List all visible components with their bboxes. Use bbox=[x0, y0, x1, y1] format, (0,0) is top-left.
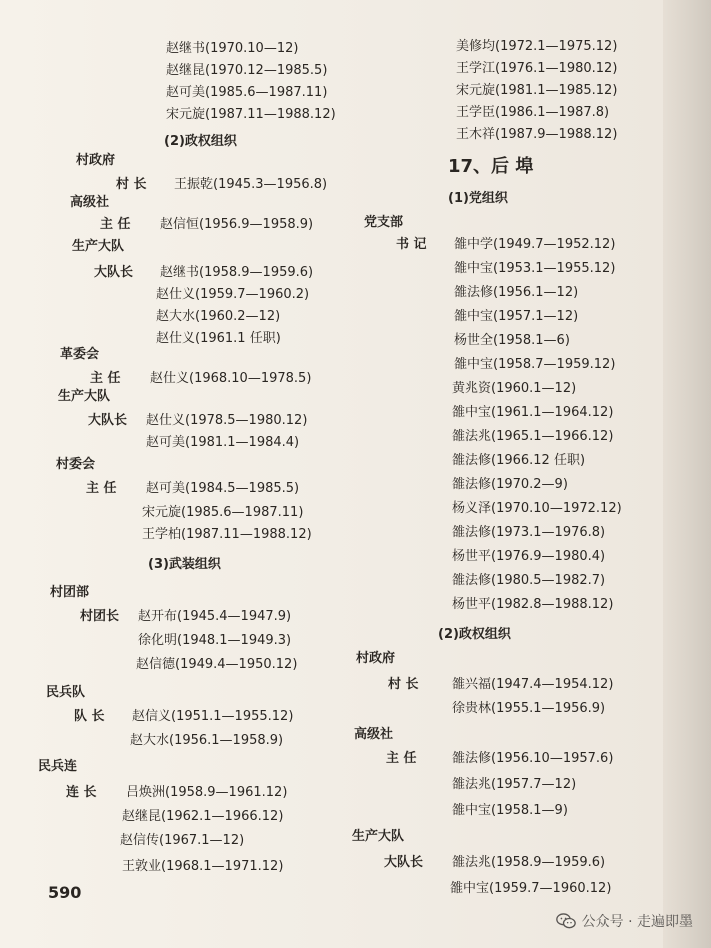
left-line: 赵可美(1981.1—1984.4) bbox=[146, 435, 300, 450]
left-line: 赵继书(1970.10—12) bbox=[166, 41, 299, 56]
right-line: 雒法修(1966.12 任职) bbox=[452, 453, 586, 468]
right-line: 党支部 bbox=[364, 215, 404, 230]
left-line: 连 长 bbox=[66, 785, 97, 800]
left-line: 赵信恒(1956.9—1958.9) bbox=[160, 217, 314, 232]
left-line: 王学柏(1987.11—1988.12) bbox=[142, 527, 312, 542]
left-line: 赵可美(1985.6—1987.11) bbox=[166, 85, 328, 100]
right-line: 雒法修(1956.1—12) bbox=[454, 285, 579, 300]
right-line: 杨世平(1982.8—1988.12) bbox=[452, 597, 614, 612]
watermark-text: 公众号 · 走遍即墨 bbox=[581, 914, 693, 930]
left-line: 赵大水(1956.1—1958.9) bbox=[130, 733, 284, 748]
left-line: 大队长 bbox=[94, 265, 134, 280]
right-line: 王学臣(1986.1—1987.8) bbox=[456, 105, 610, 120]
left-line: 宋元旋(1985.6—1987.11) bbox=[142, 505, 304, 520]
left-line: 赵开布(1945.4—1947.9) bbox=[138, 609, 292, 624]
left-line: 赵仕义(1961.1 任职) bbox=[156, 331, 281, 346]
left-line: 王敦业(1968.1—1971.12) bbox=[122, 859, 284, 874]
left-line: 村团部 bbox=[50, 585, 90, 600]
right-line: 杨义泽(1970.10—1972.12) bbox=[452, 501, 622, 516]
page-number: 590 bbox=[48, 883, 82, 902]
right-line: 宋元旋(1981.1—1985.12) bbox=[456, 83, 618, 98]
right-line: 雒法修(1956.10—1957.6) bbox=[452, 751, 614, 766]
left-line: 主 任 bbox=[86, 481, 117, 496]
left-line: 生产大队 bbox=[58, 389, 111, 404]
right-line: 美修均(1972.1—1975.12) bbox=[456, 39, 618, 54]
right-line: 杨世平(1976.9—1980.4) bbox=[452, 549, 606, 564]
left-line: (3)武装组织 bbox=[148, 557, 221, 572]
right-line: 雒法兆(1957.7—12) bbox=[452, 777, 577, 792]
left-line: 村委会 bbox=[56, 457, 96, 472]
left-line: 生产大队 bbox=[72, 239, 125, 254]
right-line: 村 长 bbox=[388, 677, 419, 692]
right-line: 高级社 bbox=[354, 727, 394, 742]
right-line: 徐贵林(1955.1—1956.9) bbox=[452, 701, 606, 716]
left-line: 赵信义(1951.1—1955.12) bbox=[132, 709, 294, 724]
left-line: 赵继昆(1970.12—1985.5) bbox=[166, 63, 328, 78]
right-line: 雒中宝(1959.7—1960.12) bbox=[450, 881, 612, 896]
left-line: 主 任 bbox=[90, 371, 121, 386]
right-line: 生产大队 bbox=[352, 829, 405, 844]
right-line: 杨世全(1958.1—6) bbox=[454, 333, 570, 348]
right-line: 王学江(1976.1—1980.12) bbox=[456, 61, 618, 76]
wechat-icon bbox=[556, 911, 576, 931]
right-line: 书 记 bbox=[396, 237, 427, 252]
left-line: 村 长 bbox=[116, 177, 147, 192]
left-line: 吕焕洲(1958.9—1961.12) bbox=[126, 785, 288, 800]
left-line: 民兵连 bbox=[38, 759, 78, 774]
right-line: 雒法修(1973.1—1976.8) bbox=[452, 525, 606, 540]
right-line: 村政府 bbox=[356, 651, 396, 666]
left-line: (2)政权组织 bbox=[164, 134, 237, 149]
left-line: 赵仕义(1959.7—1960.2) bbox=[156, 287, 310, 302]
right-line: 主 任 bbox=[386, 751, 417, 766]
section-heading: 17、后 埠 bbox=[448, 156, 534, 177]
left-line: 民兵队 bbox=[46, 685, 86, 700]
left-line: 村团长 bbox=[80, 609, 120, 624]
left-line: 高级社 bbox=[70, 195, 110, 210]
right-line: 雒法修(1980.5—1982.7) bbox=[452, 573, 606, 588]
right-line: 大队长 bbox=[384, 855, 424, 870]
left-line: 王振乾(1945.3—1956.8) bbox=[174, 177, 328, 192]
page-fold-shadow bbox=[663, 0, 711, 948]
left-line: 徐化明(1948.1—1949.3) bbox=[138, 633, 292, 648]
left-line: 主 任 bbox=[100, 217, 131, 232]
right-line: 王木祥(1987.9—1988.12) bbox=[456, 127, 618, 142]
left-line: 赵继书(1958.9—1959.6) bbox=[160, 265, 314, 280]
right-line: 雒中宝(1958.1—9) bbox=[452, 803, 568, 818]
right-line: 雒中宝(1957.1—12) bbox=[454, 309, 579, 324]
left-line: 赵继昆(1962.1—1966.12) bbox=[122, 809, 284, 824]
left-line: 大队长 bbox=[88, 413, 128, 428]
left-line: 赵信德(1949.4—1950.12) bbox=[136, 657, 298, 672]
right-line: (1)党组织 bbox=[448, 191, 508, 206]
left-line: 赵仕义(1968.10—1978.5) bbox=[150, 371, 312, 386]
right-line: 雒法兆(1958.9—1959.6) bbox=[452, 855, 606, 870]
watermark bbox=[556, 911, 693, 931]
left-line: 赵可美(1984.5—1985.5) bbox=[146, 481, 300, 496]
right-line: 雒中宝(1958.7—1959.12) bbox=[454, 357, 616, 372]
right-line: (2)政权组织 bbox=[438, 627, 511, 642]
right-line: 雒中学(1949.7—1952.12) bbox=[454, 237, 616, 252]
left-line: 队 长 bbox=[74, 709, 105, 724]
left-line: 宋元旋(1987.11—1988.12) bbox=[166, 107, 336, 122]
left-line: 革委会 bbox=[60, 347, 100, 362]
right-line: 雒中宝(1961.1—1964.12) bbox=[452, 405, 614, 420]
right-line: 雒法兆(1965.1—1966.12) bbox=[452, 429, 614, 444]
left-line: 村政府 bbox=[76, 153, 116, 168]
right-line: 黄兆资(1960.1—12) bbox=[452, 381, 577, 396]
left-line: 赵大水(1960.2—12) bbox=[156, 309, 281, 324]
left-line: 赵信传(1967.1—12) bbox=[120, 833, 245, 848]
right-line: 雒兴福(1947.4—1954.12) bbox=[452, 677, 614, 692]
left-line: 赵仕义(1978.5—1980.12) bbox=[146, 413, 308, 428]
right-line: 雒法修(1970.2—9) bbox=[452, 477, 568, 492]
right-line: 雒中宝(1953.1—1955.12) bbox=[454, 261, 616, 276]
